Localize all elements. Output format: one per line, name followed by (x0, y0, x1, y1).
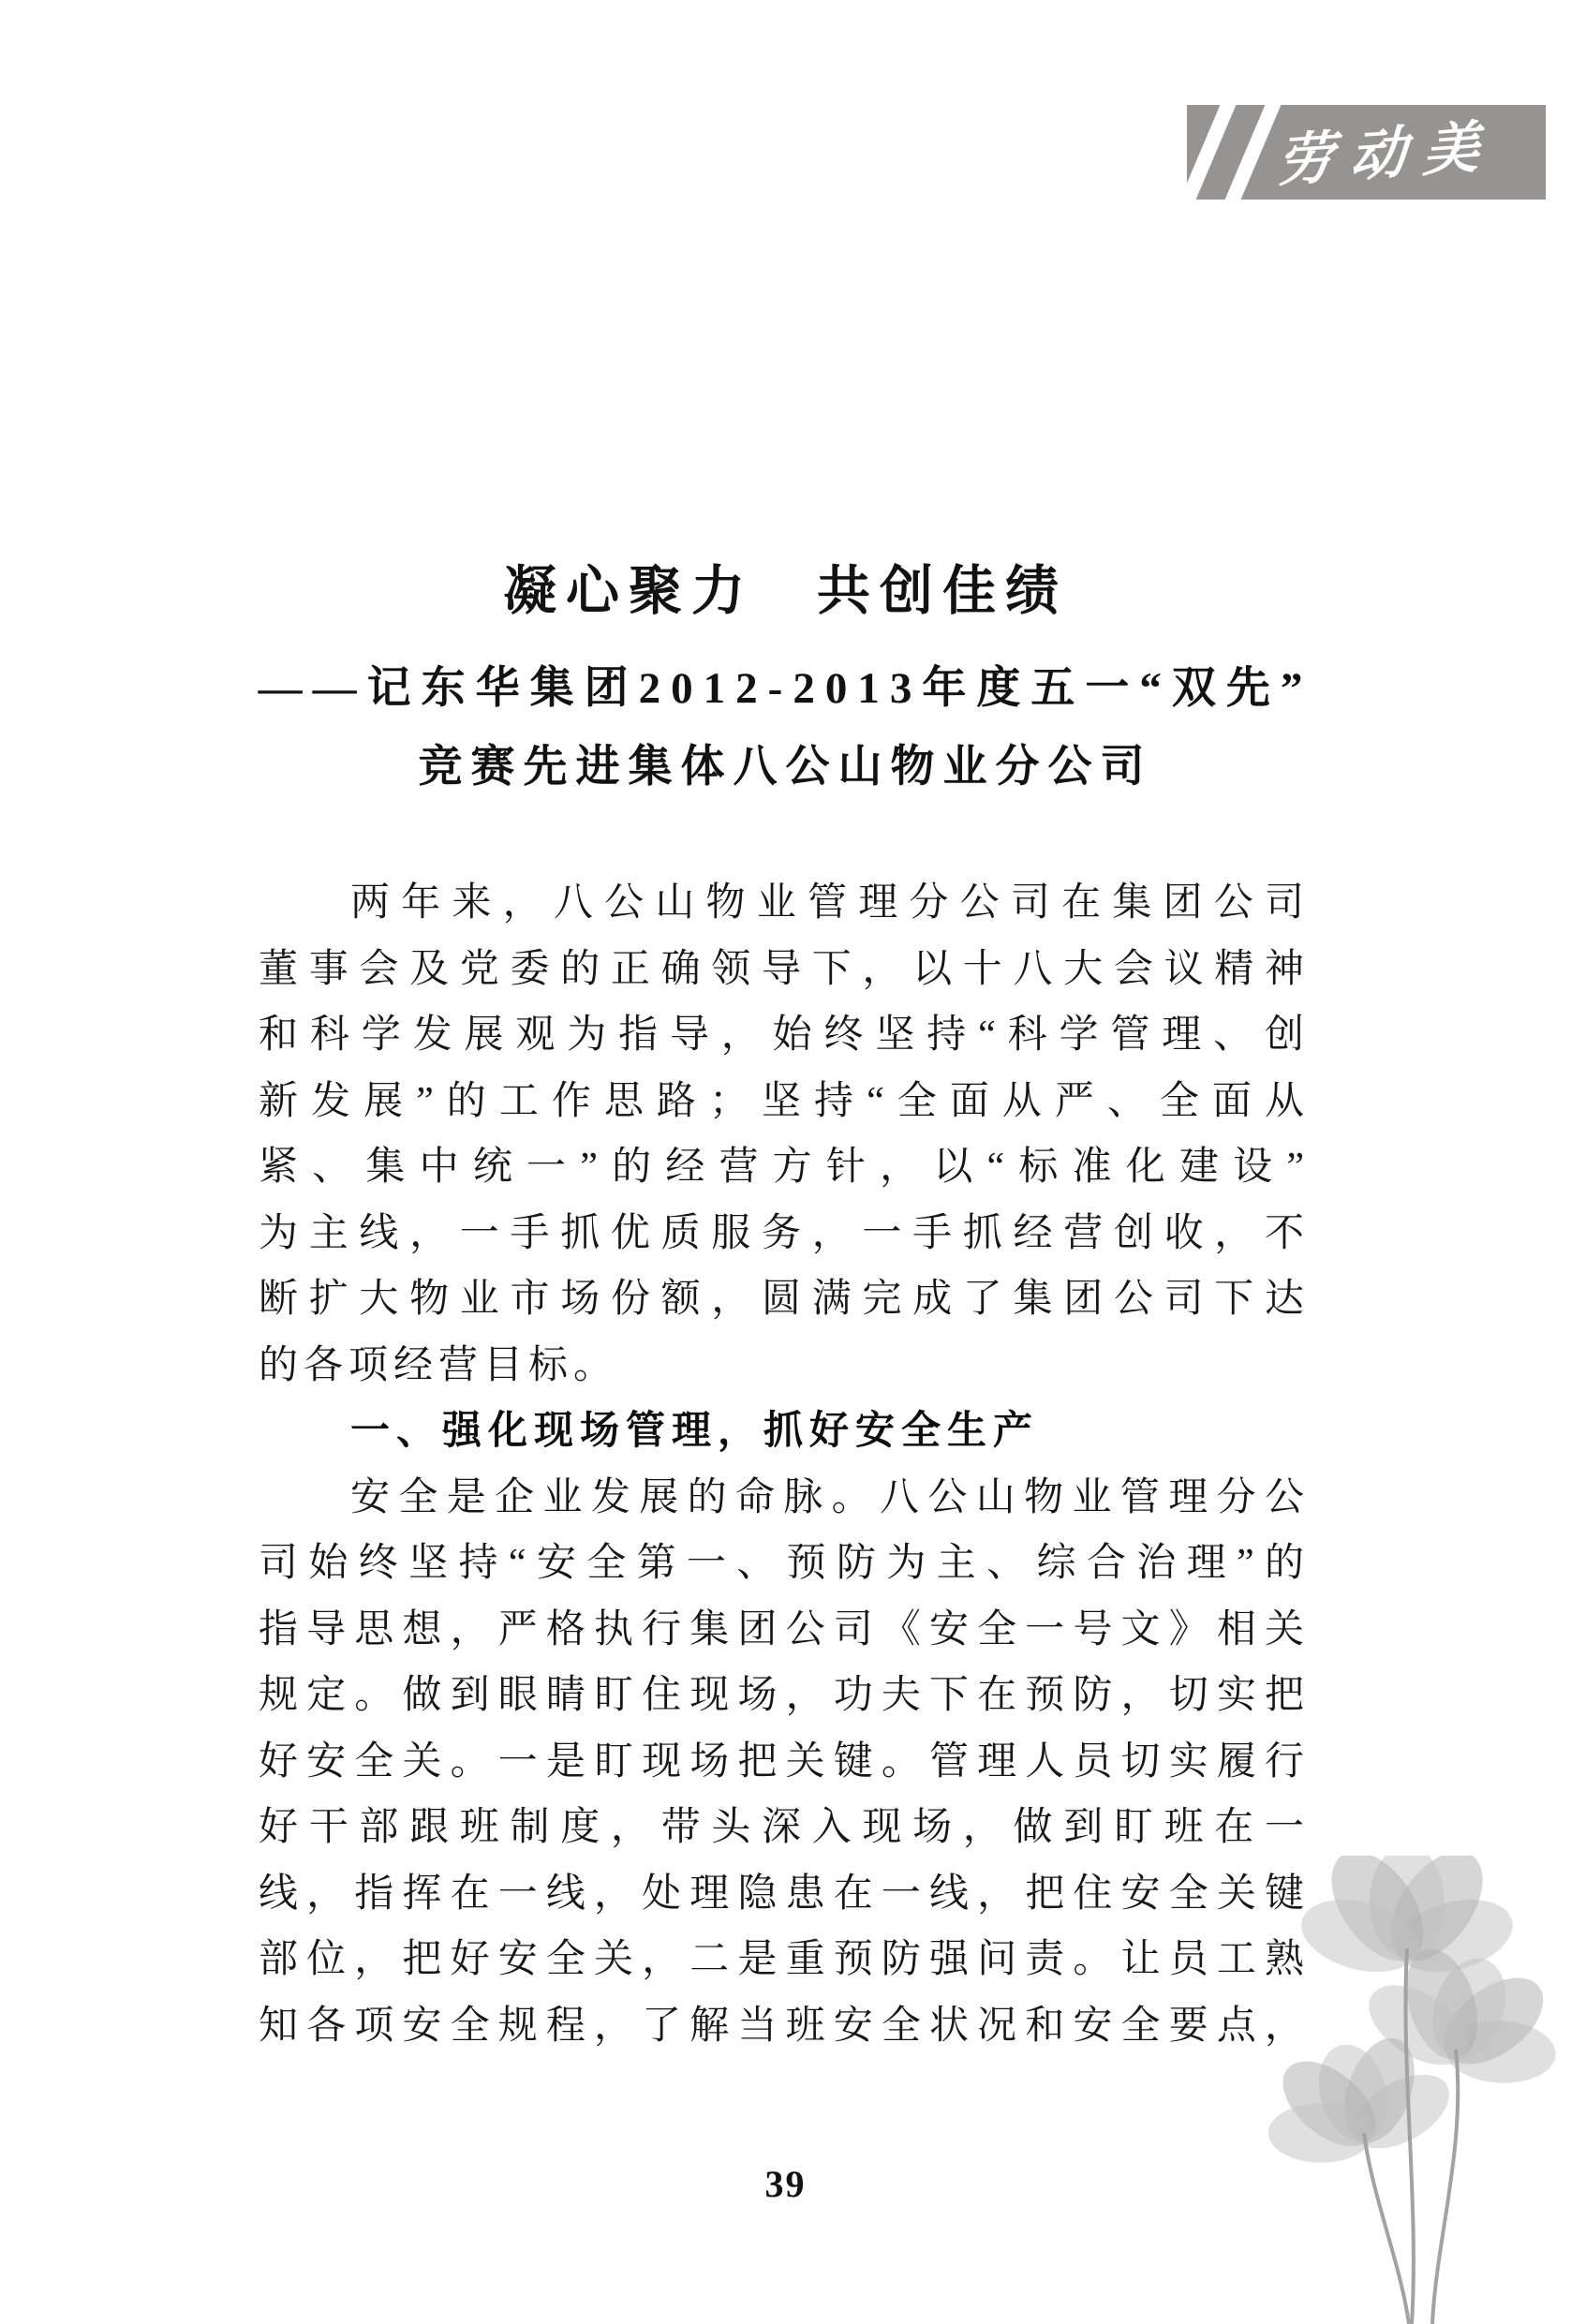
body-line: 和科学发展观为指导，始终坚持“科学管理、创 (259, 1014, 1312, 1057)
article-subtitle-line2: 竞赛先进集体八公山物业分公司 (418, 743, 1153, 792)
body-line: 董事会及党委的正确领导下，以十八大会议精神 (259, 947, 1312, 991)
body-line: 新发展”的工作思路；坚持“全面从严、全面从 (259, 1079, 1312, 1123)
article-subtitle-line1: ——记东华集团2012-2013年度五一“双先” (258, 664, 1313, 713)
article-body (259, 870, 1312, 2059)
article-title: 凝心聚力 共创佳绩 (503, 562, 1068, 621)
body-line: 指导思想，严格执行集团公司《安全一号文》相关 (259, 1607, 1312, 1651)
banner-calligraphy: 劳动美 (1276, 113, 1497, 195)
body-line: 为主线，一手抓优质服务，一手抓经营创收，不 (259, 1211, 1312, 1255)
body-line: 司始终坚持“安全第一、预防为主、综合治理”的 (259, 1542, 1312, 1585)
body-line: 线，指挥在一线，处理隐患在一线，把住安全关键 (259, 1872, 1312, 1916)
body-line: 规定。做到眼睛盯住现场，功夫下在预防，切实把 (259, 1674, 1312, 1717)
section-heading: 一、强化现场管理，抓好安全生产 (350, 1410, 1040, 1453)
body-line: 断扩大物业市场份额，圆满完成了集团公司下达 (259, 1278, 1312, 1321)
body-line: 部位，把好安全关，二是重预防强问责。让员工熟 (259, 1938, 1312, 1981)
body-line: 好安全关。一是盯现场把关键。管理人员切实履行 (259, 1739, 1312, 1784)
body-line: 的各项经营目标。 (259, 1343, 619, 1387)
body-line: 紧、集中统一”的经营方针，以“标准化建设” (259, 1146, 1312, 1189)
body-line: 两年来，八公山物业管理分公司在集团公司 (350, 881, 1312, 925)
body-line: 知各项安全规程，了解当班安全状况和安全要点， (259, 2004, 1312, 2048)
page-number: 39 (764, 2163, 807, 2205)
body-line: 好干部跟班制度，带头深入现场，做到盯班在一 (259, 1806, 1312, 1849)
header-banner (1187, 105, 1546, 200)
body-line: 安全是企业发展的命脉。八公山物业管理分公 (350, 1475, 1312, 1519)
